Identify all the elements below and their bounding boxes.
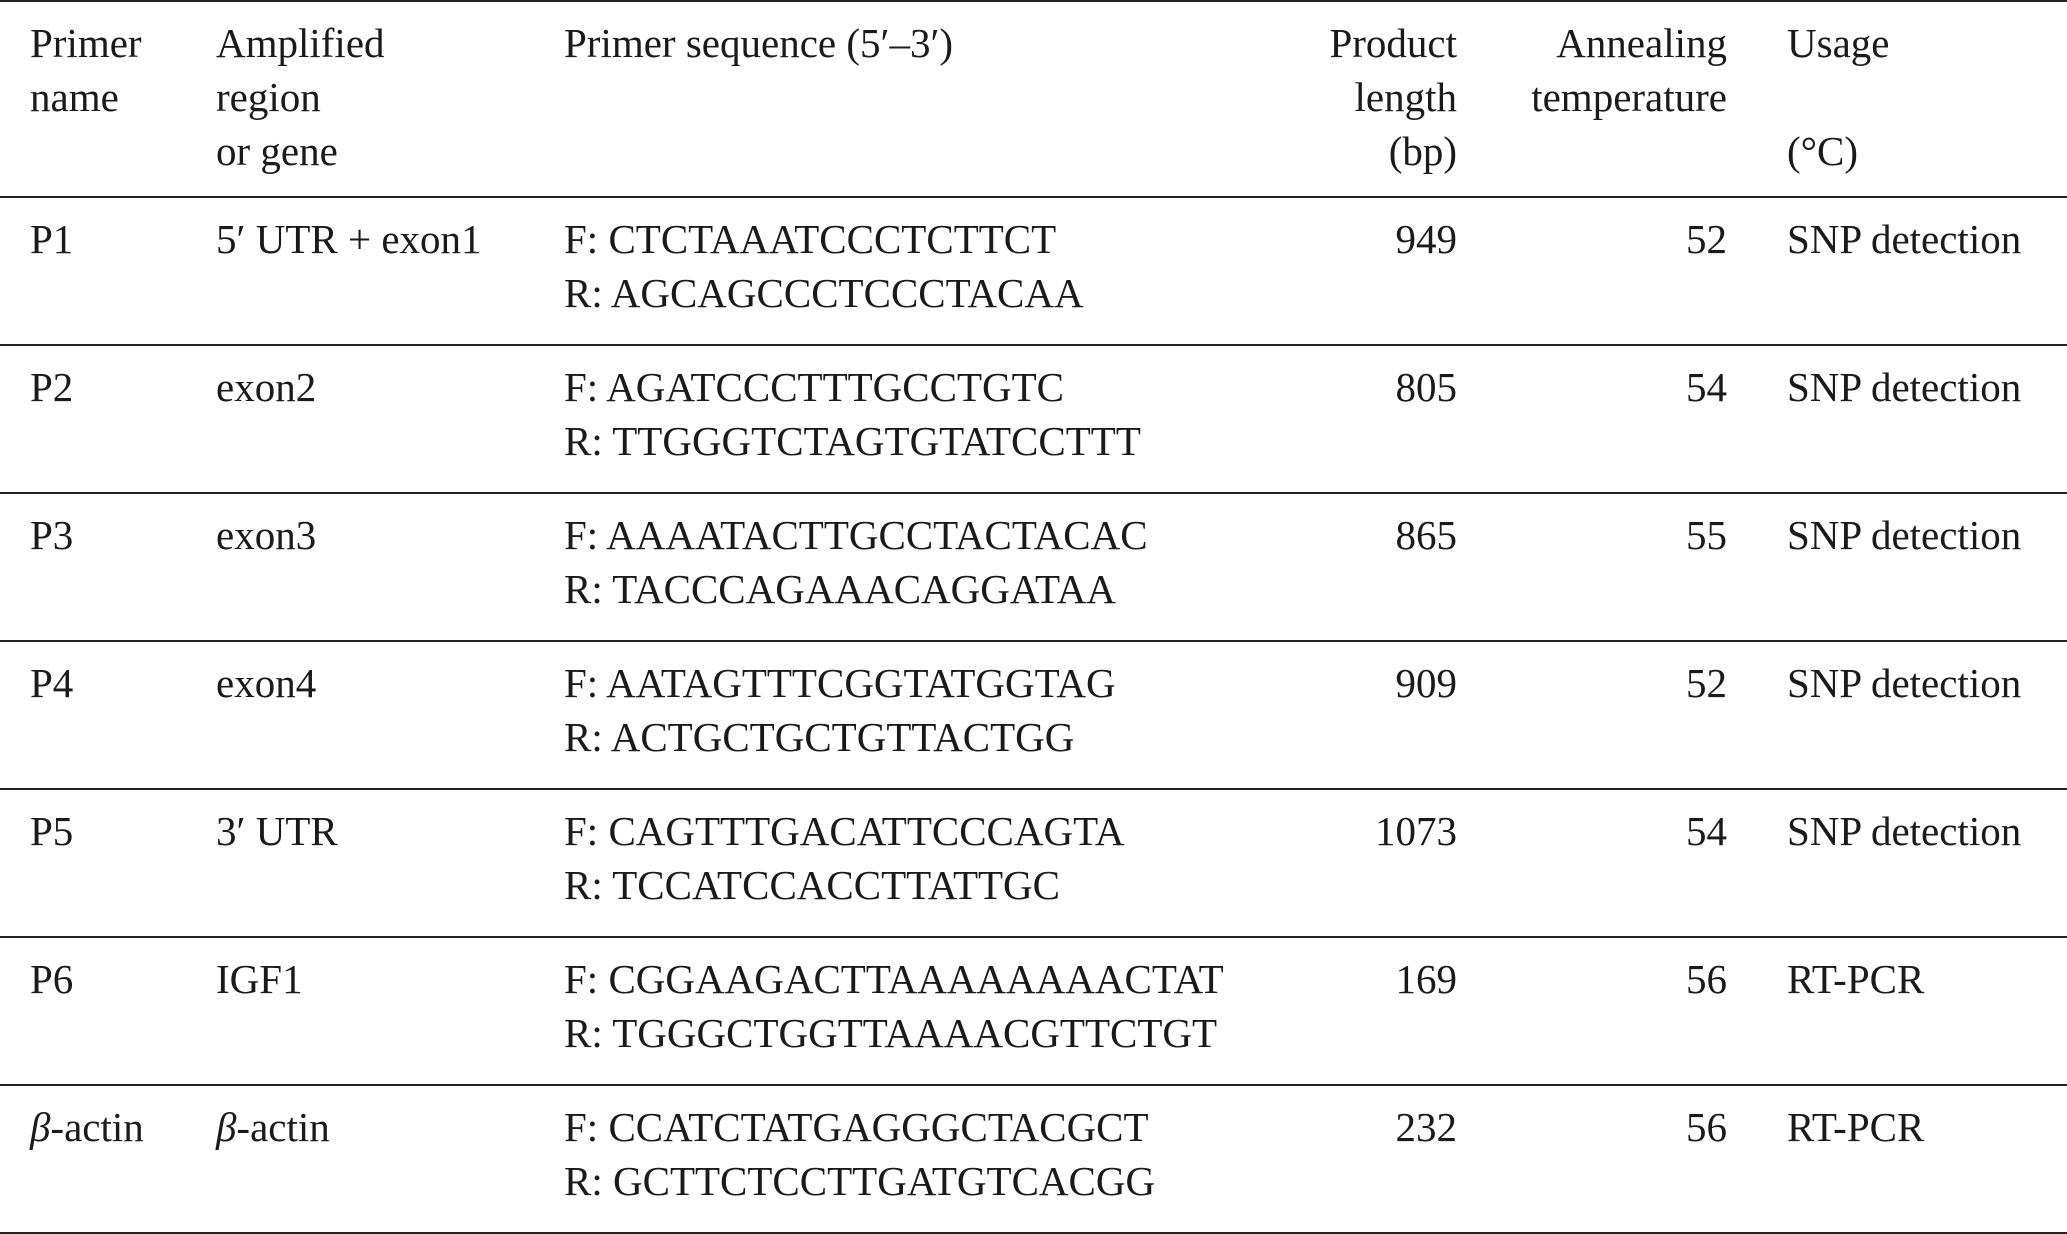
table-body (0, 197, 2067, 1233)
table-row (0, 789, 2067, 937)
cell-annealing-temperature: 52 (1686, 216, 1727, 262)
cell-annealing-temperature: 56 (1686, 956, 1727, 1002)
cell-annealing-temperature: 55 (1686, 512, 1727, 558)
cell-product-length: 949 (1395, 216, 1457, 262)
header-primer-name: Primer name (30, 20, 142, 120)
reverse-primer: R: GCTTCTCCTTGATGTCACGG (564, 1158, 1156, 1204)
reverse-primer: R: TTGGGTCTAGTGTATCCTTT (564, 418, 1141, 464)
cell-primer-sequence (564, 937, 1304, 1085)
cell-primer-sequence (564, 345, 1304, 493)
cell-primer-name: P4 (30, 660, 74, 706)
cell-annealing-temperature: 54 (1686, 364, 1727, 410)
table-row (0, 641, 2067, 789)
table-row (0, 1085, 2067, 1233)
cell-annealing-temperature: 52 (1686, 660, 1727, 706)
table-row (0, 345, 2067, 493)
table-row (0, 937, 2067, 1085)
reverse-primer: R: TACCCAGAAACAGGATAA (564, 566, 1116, 612)
cell-product-length: 805 (1395, 364, 1457, 410)
cell-product-length: 169 (1395, 956, 1457, 1002)
cell-usage: SNP detection (1787, 808, 2022, 854)
cell-annealing-temperature: 56 (1686, 1104, 1727, 1150)
cell-amplified-region: exon3 (216, 512, 317, 558)
cell-primer-sequence (564, 1085, 1304, 1233)
cell-primer-name: P5 (30, 808, 74, 854)
cell-amplified-region: IGF1 (216, 956, 303, 1002)
cell-primer-sequence (564, 493, 1304, 641)
cell-annealing-temperature: 54 (1686, 808, 1727, 854)
cell-usage: SNP detection (1787, 512, 2022, 558)
cell-product-length: 232 (1395, 1104, 1457, 1150)
cell-amplified-region: exon2 (216, 364, 317, 410)
header-usage: Usage (°C) (1787, 20, 1890, 174)
table-row (0, 493, 2067, 641)
cell-primer-sequence (564, 197, 1304, 345)
cell-product-length: 865 (1395, 512, 1457, 558)
cell-primer-sequence (564, 641, 1304, 789)
reverse-primer: R: ACTGCTGCTGTTACTGG (564, 714, 1075, 760)
table-row (0, 197, 2067, 345)
cell-amplified-region: 5′ UTR + exon1 (216, 216, 482, 262)
cell-usage: SNP detection (1787, 660, 2022, 706)
reverse-primer: R: TGGGCTGGTTAAAACGTTCTGT (564, 1010, 1218, 1056)
header-primer-sequence: Primer sequence (5′–3′) (564, 20, 954, 66)
cell-product-length: 1073 (1375, 808, 1457, 854)
cell-primer-name: P1 (30, 216, 74, 262)
forward-primer: F: AGATCCCTTTGCCTGTC (564, 364, 1065, 410)
cell-usage: RT-PCR (1787, 956, 1925, 1002)
cell-amplified-region: 3′ UTR (216, 808, 338, 854)
cell-primer-name: P6 (30, 956, 74, 1002)
reverse-primer: R: TCCATCCACCTTATTGC (564, 862, 1061, 908)
cell-primer-sequence (564, 789, 1304, 937)
header-product-length: Product length (bp) (1329, 20, 1457, 174)
cell-primer-name: P2 (30, 364, 74, 410)
forward-primer: F: CGGAAGACTTAAAAAAAACTAT (564, 956, 1224, 1002)
forward-primer: F: AATAGTTTCGGTATGGTAG (564, 660, 1116, 706)
cell-usage: SNP detection (1787, 364, 2022, 410)
header-amplified-region: Amplified region or gene (216, 20, 385, 174)
cell-usage: RT-PCR (1787, 1104, 1925, 1150)
header-row (0, 1, 2067, 197)
cell-primer-name: P3 (30, 512, 74, 558)
cell-product-length: 909 (1395, 660, 1457, 706)
cell-amplified-region: exon4 (216, 660, 317, 706)
cell-amplified-region: β-actin (216, 1104, 330, 1150)
reverse-primer: R: AGCAGCCCTCCCTACAA (564, 270, 1084, 316)
table-header (0, 1, 2067, 197)
forward-primer: F: CCATCTATGAGGGCTACGCT (564, 1104, 1149, 1150)
forward-primer: F: CAGTTTGACATTCCCAGTA (564, 808, 1125, 854)
forward-primer: F: CTCTAAATCCCTCTTCT (564, 216, 1057, 262)
forward-primer: F: AAAATACTTGCCTACTACAC (564, 512, 1148, 558)
header-annealing-temperature: Annealing temperature (1531, 20, 1727, 120)
cell-primer-name: β-actin (30, 1104, 144, 1150)
cell-usage: SNP detection (1787, 216, 2022, 262)
